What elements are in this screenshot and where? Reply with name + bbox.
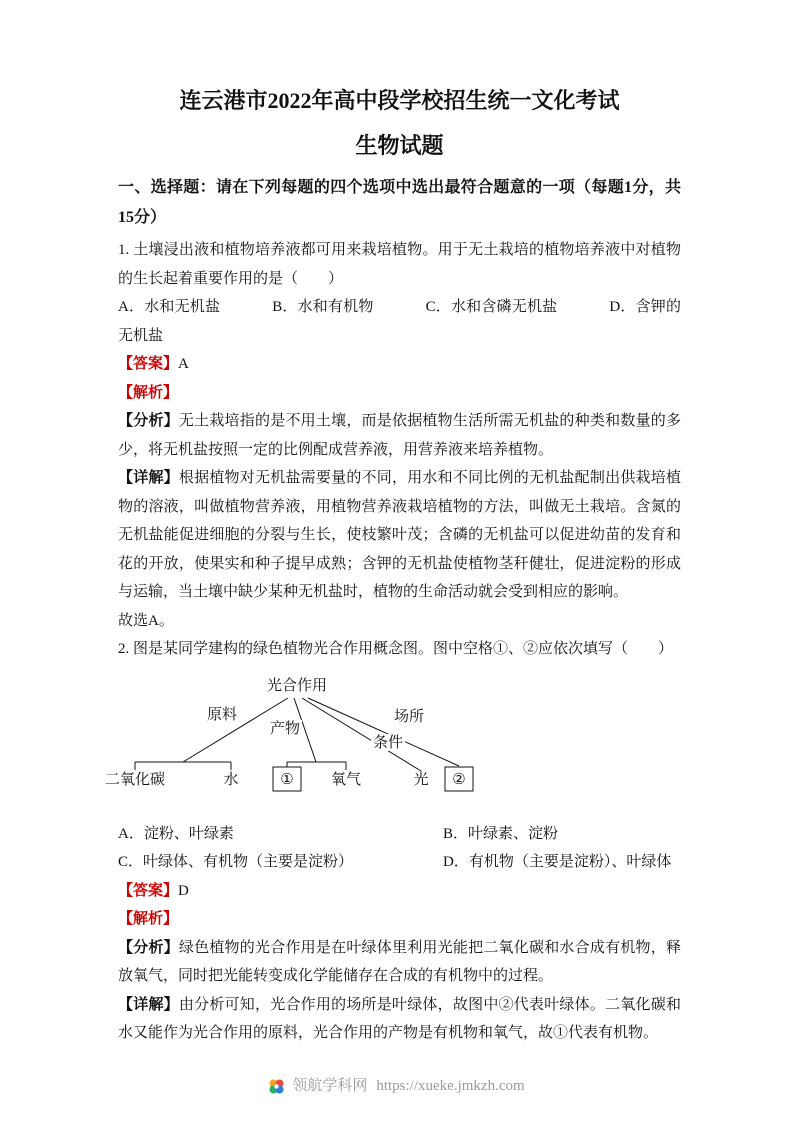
explanation-label: 【解析】	[118, 384, 179, 401]
exam-subtitle: 生物试题	[355, 133, 444, 158]
q1-option-d: D．含钾的无机盐	[118, 299, 681, 344]
q2-detail	[118, 991, 681, 1048]
q1-answer-line	[118, 350, 681, 379]
q1-analysis-text: 无土栽培指的是不用土壤，而是依据植物生活所需无机盐的种类和数量的多少，将无机盐按照一定的比例配成营养液，用营养液来培养植物。	[118, 413, 681, 458]
diagram-label-condition: 条件	[372, 734, 404, 751]
footer-site-name: 领航学科网	[292, 1078, 368, 1094]
section-header: 一、选择题：请在下列每题的四个选项中选出最符合题意的一项（每题1分，共15分）	[118, 179, 681, 226]
q2-option-c: C．叶绿体、有机物（主要是淀粉）	[118, 854, 354, 870]
q2-detail-text: 由分析可知，光合作用的场所是叶绿体，故图中②代表叶绿体。二氧化碳和水又能作为光合作用的原料，光合作用的产物是有机物和氧气，故①代表有机物。	[118, 996, 681, 1041]
q1-answer-value: A	[178, 356, 189, 372]
q2-explanation-line	[118, 905, 681, 934]
q2-answer-value: D	[178, 882, 189, 899]
q2-option-a: A．淀粉、叶绿素	[118, 825, 234, 842]
q1-detail-text: 根据植物对无机盐需要量的不同，用水和不同比例的无机盐配制出供栽培植物的溶液，叫做植物营养液，用植物营养液栽培植物的方法，叫做无土栽培。含氮的无机盐能促进细胞的分裂与生长，使枝繁叶茂；含磷的无机盐可以促进幼苗的发育和花的开放，使果实和种子提早成熟；含钾的无机盐使植物茎秆健壮，促进淀粉的形成与运输，当土壤中缺少某种无机盐时，植物的生命活动就会受到相应的影响。	[118, 470, 681, 600]
answer-label: 【答案】	[118, 356, 179, 372]
q2-analysis-text: 绿色植物的光合作用是在叶绿体里利用光能把二氧化碳和水合成有机物，释放氧气，同时把光能转变成化学能储存在合成的有机物中的过程。	[118, 939, 681, 984]
q2-concept-diagram	[105, 670, 681, 810]
explanation-label: 【解析】	[118, 911, 179, 927]
diagram-leaf-blank1: ①	[280, 771, 294, 788]
photosynthesis-diagram-svg	[105, 670, 670, 810]
diagram-label-product: 产物	[269, 720, 301, 737]
answer-label: 【答案】	[118, 882, 179, 899]
q2-option-b: B．叶绿素、淀粉	[443, 825, 559, 842]
q1-detail	[118, 464, 681, 607]
q1-conclusion: 故选A。	[118, 612, 174, 629]
analysis-label: 【分析】	[118, 413, 179, 429]
q2-option-d: D．有机物（主要是淀粉）、叶绿体	[443, 854, 672, 870]
q1-options	[118, 293, 681, 350]
q1-stem: 1. 土壤浸出液和植物培养液都可用来栽培植物。用于无土栽培的植物培养液中对植物的生长起着重要作用的是（ ）	[118, 242, 681, 287]
q2-stem: 2. 图是某同学建构的绿色植物光合作用概念图。图中空格①、②应依次填写（ ）	[118, 641, 674, 657]
diagram-label-material: 原料	[206, 706, 238, 723]
detail-label: 【详解】	[118, 470, 179, 486]
detail-label: 【详解】	[118, 996, 179, 1013]
q1-option-b: B．水和有机物	[272, 299, 374, 315]
q1-explanation-line	[118, 379, 681, 408]
q1-option-a: A．水和无机盐	[118, 299, 221, 315]
q2-analysis	[118, 934, 681, 991]
diagram-leaf-light: 光	[413, 771, 429, 788]
q2-options	[118, 820, 681, 877]
diagram-node-root: 光合作用	[266, 677, 328, 694]
q1-option-c: C．水和含磷无机盐	[425, 299, 558, 315]
diagram-label-site: 场所	[393, 708, 425, 725]
q2-answer-line	[118, 877, 681, 906]
exam-title: 连云港市2022年高中段学校招生统一文化考试	[179, 88, 620, 113]
q1-analysis	[118, 407, 681, 464]
xueke-logo-icon	[268, 1078, 285, 1095]
footer-watermark	[0, 1076, 793, 1096]
footer-url: https://xueke.jmkzh.com	[376, 1078, 525, 1094]
diagram-leaf-oxygen: 氧气	[330, 771, 362, 788]
diagram-leaf-co2: 二氧化碳	[105, 771, 166, 788]
analysis-label: 【分析】	[118, 939, 179, 956]
diagram-leaf-blank2: ②	[452, 771, 466, 788]
diagram-leaf-water: 水	[223, 771, 239, 788]
